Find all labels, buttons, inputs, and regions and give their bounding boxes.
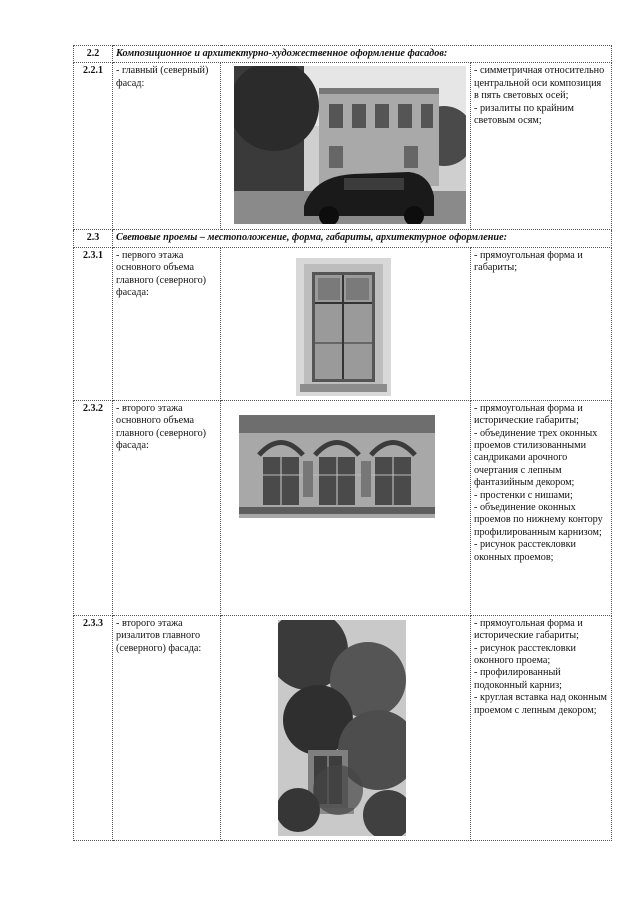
row-number: 2.3.1	[74, 247, 113, 400]
heritage-description-table	[73, 45, 612, 841]
table-row	[74, 247, 612, 400]
table-row	[74, 400, 612, 615]
photo-cell	[221, 615, 471, 840]
row-number: 2.3.2	[74, 400, 113, 615]
document-page	[73, 45, 611, 841]
section-header-row	[74, 230, 612, 247]
section-number: 2.2	[74, 46, 113, 63]
table-row	[74, 63, 612, 230]
section-title: Световые проемы – местоположение, форма, габариты, архитектурное оформление:	[113, 230, 612, 247]
photo-cell	[221, 63, 471, 230]
row-description: - прямоугольная форма и габариты;	[471, 247, 612, 400]
row-label: - второго этажа основного объема главного (северного) фасада:	[113, 400, 221, 615]
building-facade-photo	[234, 66, 466, 224]
section-title: Композиционное и архитектурно-художественное оформление фасадов:	[113, 46, 612, 63]
second-floor-windows-photo	[239, 415, 435, 518]
photo-cell	[221, 400, 471, 615]
first-floor-window-photo	[296, 258, 391, 396]
row-description: - прямоугольная форма и исторические габариты; - объединение трех оконных проемов стилизованными сандриками арочного очертания с лепным фантазийным декором; - простенки с нишами; - объединение оконных проемов по нижнему контору профилированным карнизом; - рисунок расстекловки оконных проемов;	[471, 400, 612, 615]
row-description: - симметричная относительно центральной оси композиция в пять световых осей; - ризалиты по крайним световым осям;	[471, 63, 612, 230]
photo-cell	[221, 247, 471, 400]
row-number: 2.3.3	[74, 615, 113, 840]
row-number: 2.2.1	[74, 63, 113, 230]
table-row	[74, 615, 612, 840]
section-number: 2.3	[74, 230, 113, 247]
row-description: - прямоугольная форма и исторические габариты; - рисунок расстекловки оконного проема; - профилированный подоконный карниз; - круглая вставка над оконным проемом с лепным декором;	[471, 615, 612, 840]
row-label: - первого этажа основного объема главного (северного) фасада:	[113, 247, 221, 400]
row-label: - главный (северный) фасад:	[113, 63, 221, 230]
section-header-row	[74, 46, 612, 63]
row-label: - второго этажа ризалитов главного (северного) фасада:	[113, 615, 221, 840]
risalit-window-photo	[278, 620, 406, 836]
